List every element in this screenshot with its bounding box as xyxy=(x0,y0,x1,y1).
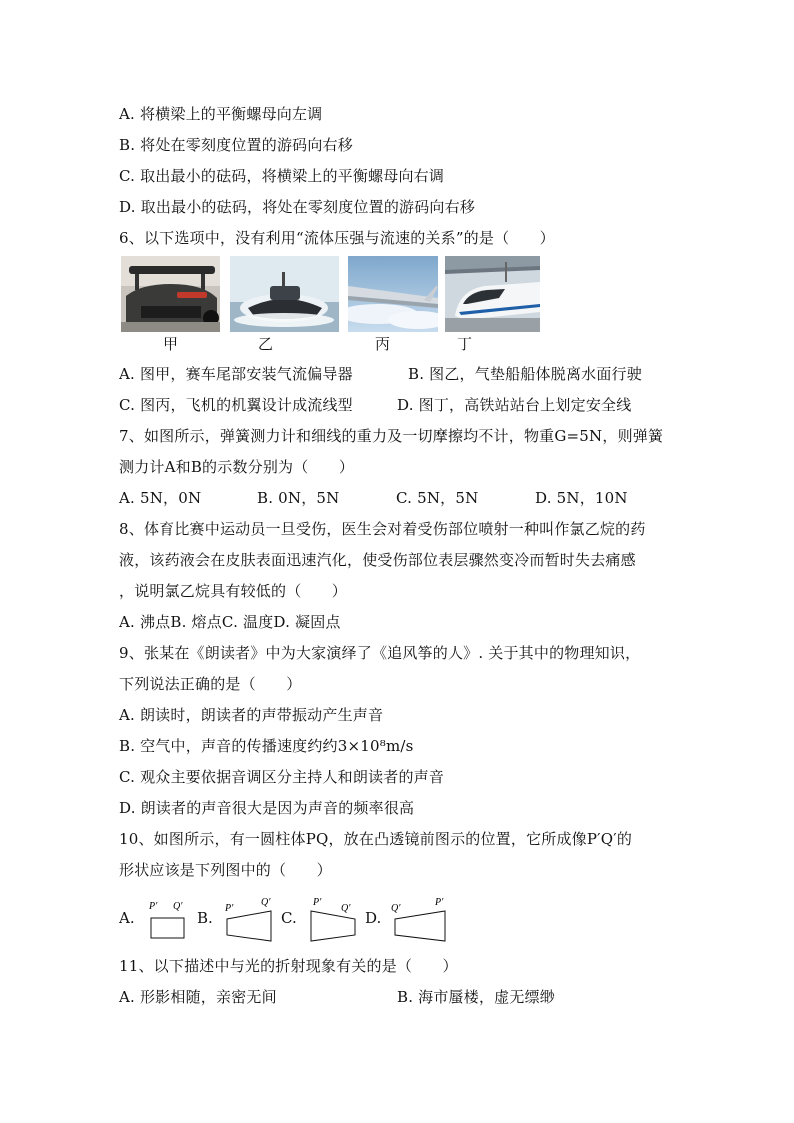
q10-b-p-label: P′ xyxy=(225,903,234,914)
q10-option-a-label: A. xyxy=(119,909,135,927)
q9-option-d: D. 朗读者的声音很大是因为声音的频率很高 xyxy=(119,799,415,817)
high-speed-train-image xyxy=(445,256,540,332)
q10-option-c-shape xyxy=(305,897,361,947)
q5-option-b: B. 将处在零刻度位置的游码向右移 xyxy=(119,136,353,154)
q10-d-q-label: Q′ xyxy=(391,903,401,914)
caption-yi: 乙 xyxy=(258,335,274,353)
caption-jia: 甲 xyxy=(163,335,179,353)
q10-stem-line1: 10、如图所示，有一圆柱体PQ，放在凸透镜前图示的位置，它所成像P′Q′的 xyxy=(119,830,633,848)
q10-option-c-label: C. xyxy=(281,909,297,927)
q10-b-q-label: Q′ xyxy=(261,897,271,908)
q10-a-p-label: P′ xyxy=(149,901,158,912)
caption-bing: 丙 xyxy=(375,335,391,353)
q10-option-d-shape xyxy=(389,897,451,947)
caption-ding: 丁 xyxy=(457,335,473,353)
q10-d-p-label: P′ xyxy=(435,897,444,908)
q7-option-d: D. 5N，10N xyxy=(535,489,628,507)
q11-option-a: A. 形影相随，亲密无间 xyxy=(119,988,277,1006)
q5-option-c: C. 取出最小的砝码，将横梁上的平衡螺母向右调 xyxy=(119,167,445,185)
q10-option-a-shape xyxy=(145,897,193,947)
q7-option-b: B. 0N，5N xyxy=(257,489,340,507)
race-car-image xyxy=(121,256,220,332)
q10-stem-line2: 形状应该是下列图中的（ ） xyxy=(119,861,332,879)
q7-option-a: A. 5N，0N xyxy=(119,489,202,507)
q6-option-c: C. 图丙，飞机的机翼设计成流线型 xyxy=(119,396,353,414)
hovercraft-image xyxy=(230,256,339,332)
q6-stem: 6、以下选项中，没有利用“流体压强与流速的关系”的是（ ） xyxy=(119,229,555,247)
q8-stem-line3: ，说明氯乙烷具有较低的（ ） xyxy=(119,582,348,600)
q5-option-d: D. 取出最小的砝码，将处在零刻度位置的游码向右移 xyxy=(119,198,476,216)
q5-option-a: A. 将横梁上的平衡螺母向左调 xyxy=(119,105,323,123)
q6-option-d: D. 图丁，高铁站站台上划定安全线 xyxy=(397,396,632,414)
q10-option-b-label: B. xyxy=(197,909,213,927)
q9-option-c: C. 观众主要依据音调区分主持人和朗读者的声音 xyxy=(119,768,445,786)
q8-stem-line2: 液，该药液会在皮肤表面迅速汽化，使受伤部位表层骤然变冷而暂时失去痛感 xyxy=(119,551,636,569)
airplane-wing-image xyxy=(348,256,438,332)
q11-option-b: B. 海市蜃楼，虚无缥缈 xyxy=(397,988,555,1006)
q9-stem-line1: 9、张某在《朗读者》中为大家演绎了《追风筝的人》. 关于其中的物理知识， xyxy=(119,644,641,662)
q6-option-b: B. 图乙，气垫船船体脱离水面行驶 xyxy=(408,365,642,383)
q7-stem-line2: 测力计A和B的示数分别为（ ） xyxy=(119,458,355,476)
q8-stem-line1: 8、体育比赛中运动员一旦受伤，医生会对着受伤部位喷射一种叫作氯乙烷的药 xyxy=(119,520,646,538)
q10-c-q-label: Q′ xyxy=(341,903,351,914)
q10-c-p-label: P′ xyxy=(313,897,322,908)
q9-option-a: A. 朗读时，朗读者的声带振动产生声音 xyxy=(119,706,384,724)
q9-option-b: B. 空气中，声音的传播速度约约3×10⁸m/s xyxy=(119,737,414,755)
q9-stem-line2: 下列说法正确的是（ ） xyxy=(119,675,302,693)
q10-option-d-label: D. xyxy=(365,909,382,927)
q10-a-q-label: Q′ xyxy=(173,901,183,912)
q8-options: A. 沸点B. 熔点C. 温度D. 凝固点 xyxy=(119,613,341,631)
q7-stem-line1: 7、如图所示，弹簧测力计和细线的重力及一切摩擦均不计，物重G=5N，则弹簧 xyxy=(119,427,664,445)
q10-option-diagrams xyxy=(119,897,459,947)
q7-option-c: C. 5N，5N xyxy=(396,489,479,507)
q11-stem: 11、以下描述中与光的折射现象有关的是（ ） xyxy=(119,957,458,975)
q6-option-a: A. 图甲，赛车尾部安装气流偏导器 xyxy=(119,365,353,383)
q10-option-b-shape xyxy=(221,897,277,947)
